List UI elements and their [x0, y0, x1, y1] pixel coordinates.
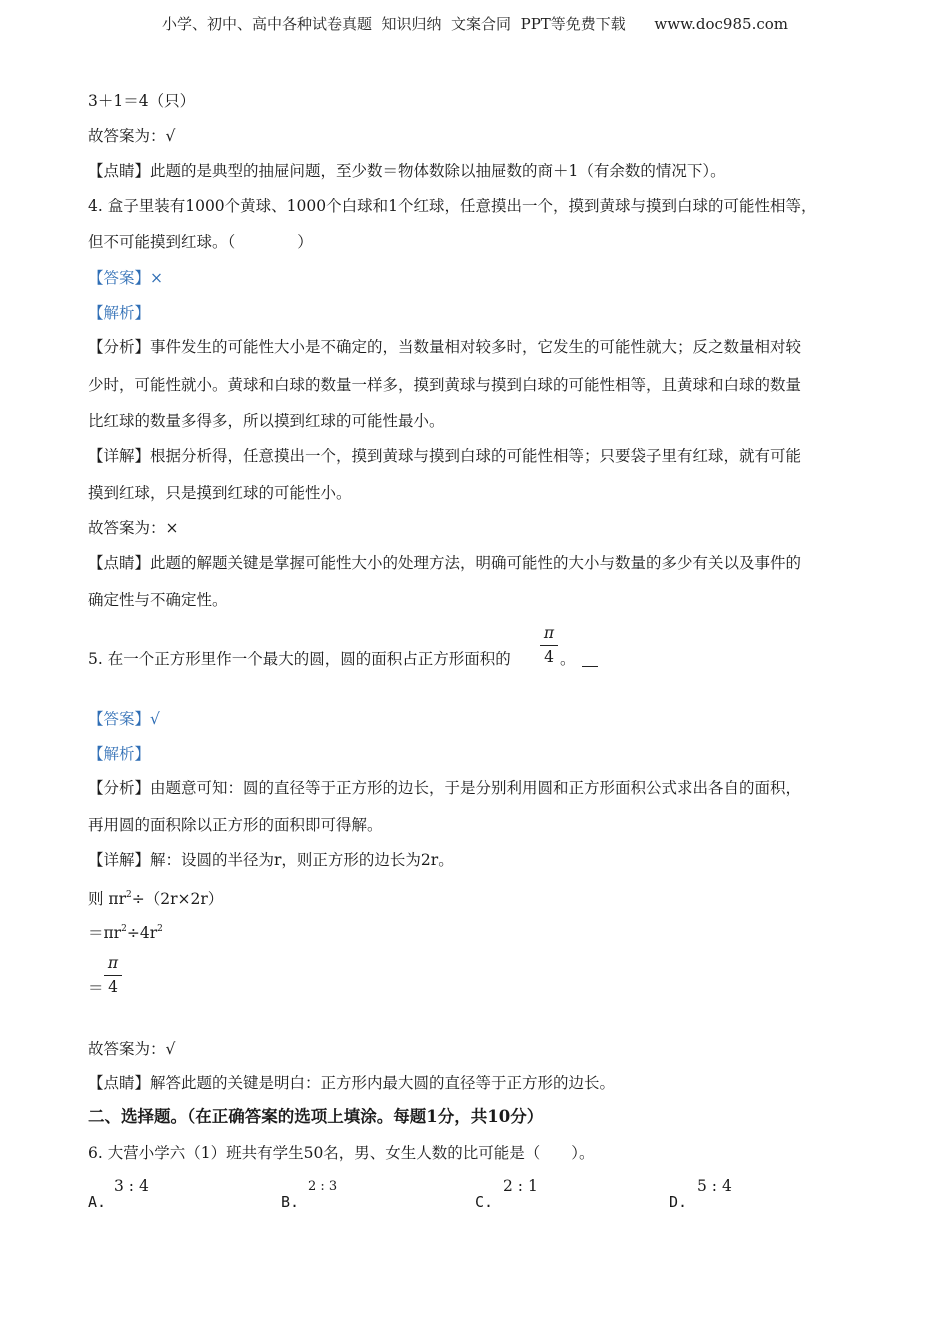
detail-line-1 [88, 446, 801, 466]
detail-line-2: 摸到红球，只是摸到红球的可能性小。 [88, 484, 352, 502]
fraction-denominator: 4 [108, 978, 118, 996]
option-d-value: 5 : 4 [697, 1177, 732, 1195]
question-5-text: 5. 在一个正方形里作一个最大的圆，圆的面积占正方形面积的 [88, 650, 511, 668]
tip-tag: 【点睛】 [88, 554, 151, 572]
answer-label: 【答案】√ [88, 710, 160, 728]
tip-text: 解答此题的关键是明白：正方形内最大圆的直径等于正方形的边长。 [150, 1074, 616, 1092]
tip-text: 此题的是典型的抽屉问题，至少数＝物体数除以抽屉数的商＋1（有余数的情况下）。 [150, 162, 726, 180]
analysis-line-3: 比红球的数量多得多，所以摸到红球的可能性最小。 [88, 412, 445, 430]
option-a-value: 3 : 4 [114, 1177, 149, 1195]
fraction-pi-over-4 [104, 954, 122, 996]
detail-line [88, 850, 454, 870]
question-4-line-2: 但不可能摸到红球。（ ） [88, 233, 313, 251]
analysis-tag: 【分析】 [88, 779, 151, 797]
calc-step-3: ＝ [88, 979, 104, 997]
fraction-pi-over-4 [540, 624, 558, 666]
analysis-label: 【解析】 [88, 745, 151, 763]
calc-line: 3＋1＝4（只） [88, 92, 196, 110]
calc-step-2: $=\pi r^2\div 4r^2$ [88, 924, 163, 942]
answer-blank[interactable] [582, 652, 598, 667]
analysis-line-2: 再用圆的面积除以正方形的面积即可得解。 [88, 816, 383, 834]
page-header: 小学、初中、高中各种试卷真题 知识归纳 文案合同 PPT等免费下载 www.doc985.com [161, 15, 788, 33]
option-d[interactable]: D. [669, 1193, 688, 1211]
tip-line [88, 161, 726, 181]
question-5 [88, 649, 511, 669]
detail-text: 根据分析得，任意摸出一个，摸到黄球与摸到白球的可能性相等；只要袋子里有红球，就有可能 [150, 447, 802, 465]
answer-line: 故答案为：× [88, 519, 179, 537]
option-b[interactable]: B. [281, 1193, 300, 1211]
analysis-line-1 [88, 337, 801, 357]
answer-line: 故答案为：√ [88, 127, 176, 145]
section-heading: 二、选择题。（在正确答案的选项上填涂。每题1分，共10分） [88, 1107, 544, 1126]
option-c-value: 2 : 1 [503, 1177, 538, 1195]
question-4-line-1: 4. 盒子里装有1000个黄球、1000个白球和1个红球，任意摸出一个，摸到黄球与摸到白球的可能性相等， [88, 197, 817, 215]
tip-line-2: 确定性与不确定性。 [88, 591, 228, 609]
tip-tag: 【点睛】 [88, 162, 151, 180]
tip-line-1 [88, 553, 801, 573]
option-a[interactable]: A. [88, 1193, 107, 1211]
question-6: 6. 大营小学六（1）班共有学生50名，男、女生人数的比可能是（ ）。 [88, 1144, 595, 1162]
tip-tag: 【点睛】 [88, 1074, 151, 1092]
analysis-line-2: 少时，可能性就小。黄球和白球的数量一样多，摸到黄球与摸到白球的可能性相等，且黄球和白球的数量 [88, 376, 802, 394]
fraction-denominator: 4 [544, 648, 554, 666]
analysis-text: 事件发生的可能性大小是不确定的，当数量相对较多时，它发生的可能性就大；反之数量相对较 [150, 338, 802, 356]
fraction-numerator: π [107, 954, 119, 972]
analysis-line-1 [88, 778, 801, 798]
detail-text: 解：设圆的半径为r，则正方形的边长为2r。 [150, 851, 454, 869]
analysis-label: 【解析】 [88, 304, 151, 322]
tip-line [88, 1073, 615, 1093]
answer-line: 故答案为：√ [88, 1040, 176, 1058]
option-b-value: 2 : 3 [308, 1179, 338, 1194]
answer-label: 【答案】× [88, 269, 163, 287]
analysis-text: 由题意可知：圆的直径等于正方形的边长，于是分别利用圆和正方形面积公式求出各自的面积， [150, 779, 802, 797]
analysis-tag: 【分析】 [88, 338, 151, 356]
question-5-tail: 。 [560, 649, 598, 669]
detail-tag: 【详解】 [88, 851, 151, 869]
tip-text: 此题的解题关键是掌握可能性大小的处理方法，明确可能性的大小与数量的多少有关以及事件的 [150, 554, 802, 572]
detail-tag: 【详解】 [88, 447, 151, 465]
fraction-numerator: π [543, 624, 555, 642]
calc-step-1: 则 $\pi r^2\div(2r\times 2r)$ [88, 890, 224, 908]
option-c[interactable]: C. [475, 1193, 494, 1211]
